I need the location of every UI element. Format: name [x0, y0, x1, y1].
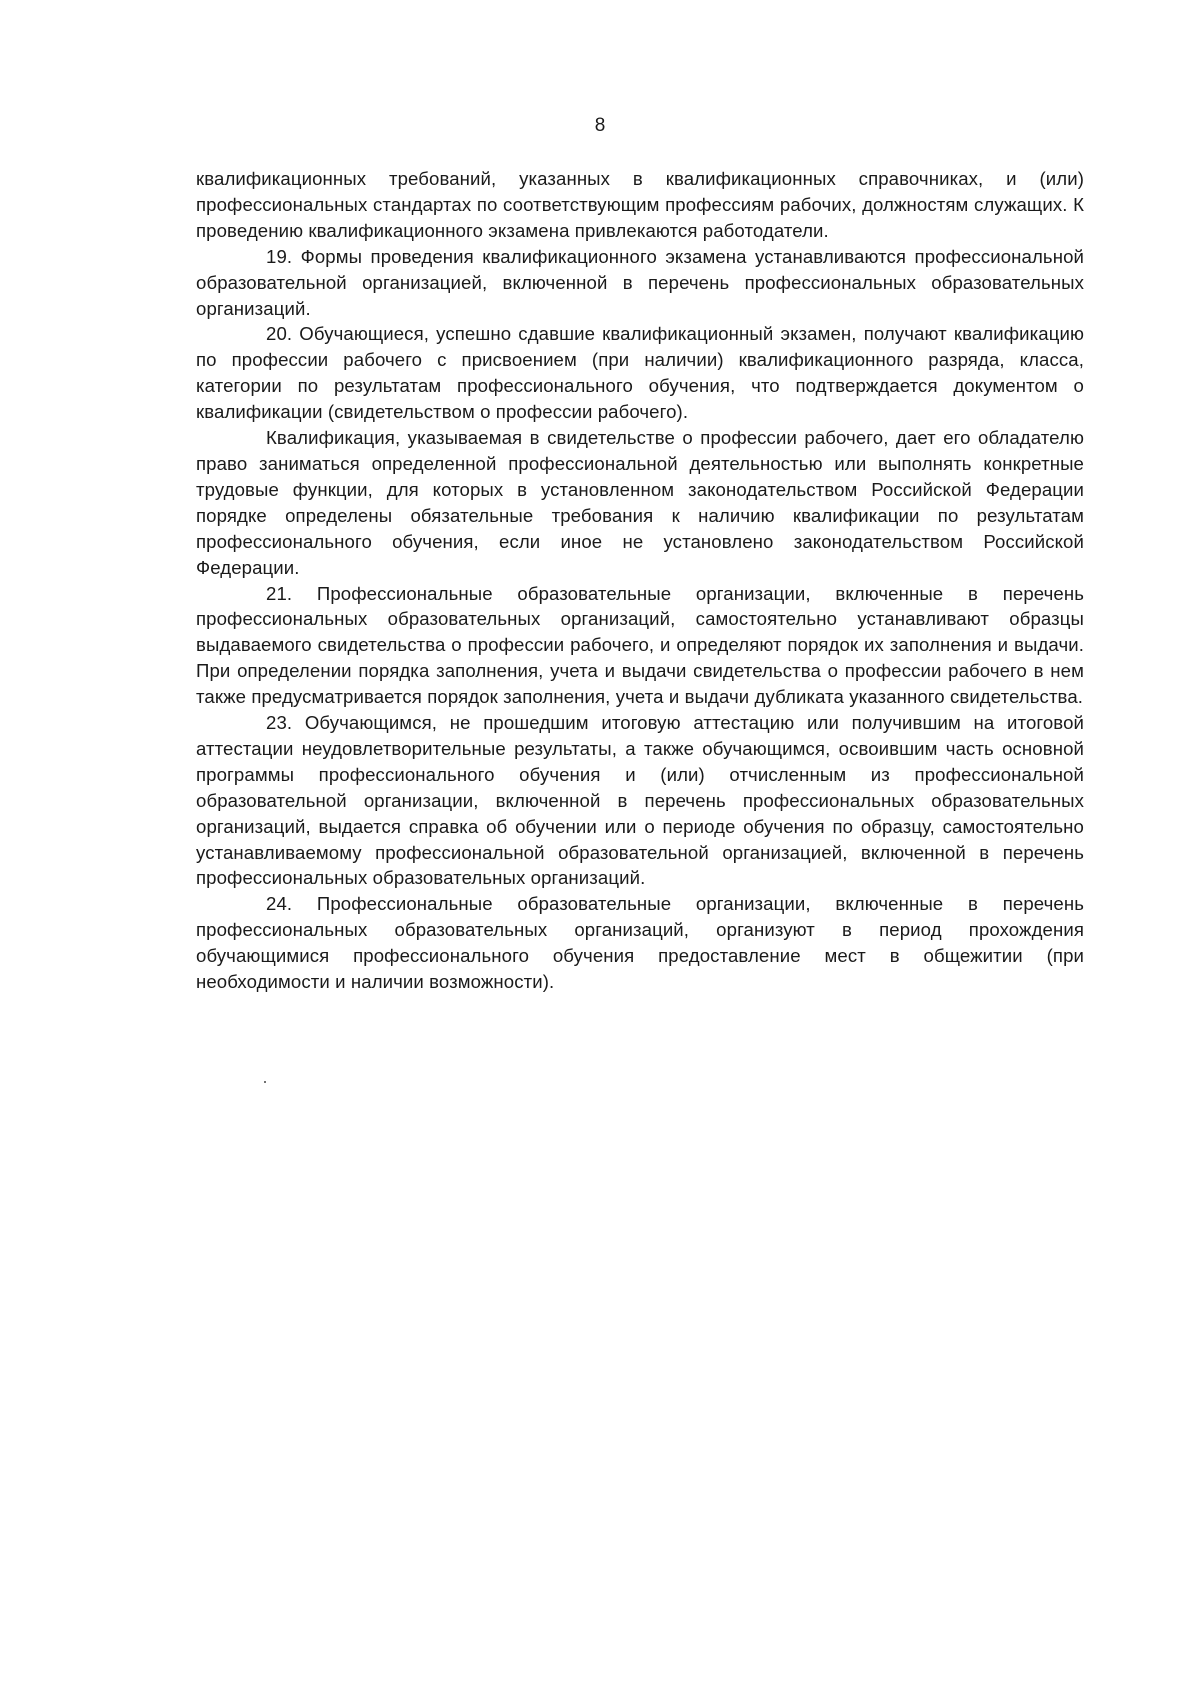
document-body	[196, 166, 1084, 995]
page-number: 8	[594, 115, 606, 136]
paragraph-24: 24. Профессиональные образовательные организации, включенные в перечень профессиональных образовательных организаций, организуют в период прохождения обучающимися профессионального обучения предоставление мест в общежитии (при необходимости и наличии возможности).	[196, 893, 1084, 993]
paragraph-19: 19. Формы проведения квалификационного экзамена устанавливаются профессиональной образовательной организацией, включенной в перечень профессиональных образовательных организаций.	[196, 245, 1084, 319]
paragraph-continuation: квалификационных требований, указанных в квалификационных справочниках, и (или) профессиональных стандартах по соответствующим профессиям рабочих, должностям служащих. К проведению квалификационного экзамена привлекаются работодатели.	[196, 168, 1084, 241]
paragraph-21: 21. Профессиональные образовательные организации, включенные в перечень профессиональных образовательных организаций, самостоятельно устанавливают образцы выдаваемого свидетельства о профессии рабочего, и определяют порядок их заполнения и выдачи. При определении порядка заполнения, учета и выдачи свидетельства о профессии рабочего в нем также предусматривается порядок заполнения, учета и выдачи дубликата указанного свидетельства.	[196, 582, 1084, 708]
paragraph-20: 20. Обучающиеся, успешно сдавшие квалификационный экзамен, получают квалификацию по профессии рабочего с присвоением (при наличии) квалификационного разряда, класса, категории по результатам профессионального обучения, что подтверждается документом о квалификации (свидетельством о профессии рабочего).	[196, 323, 1084, 423]
paragraph-23: 23. Обучающимся, не прошедшим итоговую аттестацию или получившим на итоговой аттестации неудовлетворительные результаты, а также обучающимся, освоившим часть основной программы профессионального обучения и (или) отчисленным из профессиональной образовательной организации, включенной в перечень профессиональных образовательных организаций, выдается справка об обучении или о периоде обучения по образцу, самостоятельно устанавливаемому профессиональной образовательной организацией, включенной в перечень профессиональных образовательных организаций.	[196, 712, 1084, 889]
paragraph-20-qualification: Квалификация, указываемая в свидетельстве о профессии рабочего, дает его обладателю право заниматься определенной профессиональной деятельностью или выполнять конкретные трудовые функции, для которых в установленном законодательством Российской Федерации порядке определены обязательные требования к наличию квалификации по результатам профессионального обучения, если иное не установлено законодательством Российской Федерации.	[196, 427, 1084, 578]
scan-speck	[264, 1081, 266, 1083]
